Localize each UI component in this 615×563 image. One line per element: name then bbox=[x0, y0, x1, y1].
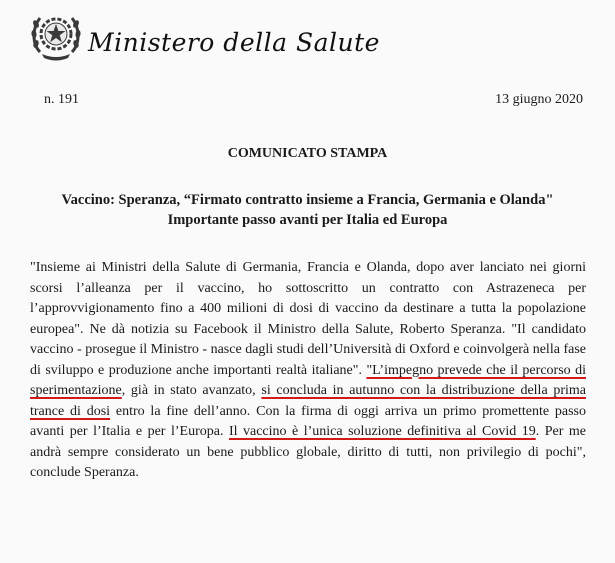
body-text-segment: . Per me andrà sempre considerato un bene pubblico globale, diritto di tutti, non privilegio di pochi", conclude Speranza. bbox=[30, 424, 586, 480]
release-date: 13 giugno 2020 bbox=[495, 92, 583, 107]
headline bbox=[20, 190, 595, 230]
ministry-name: Ministero della Salute bbox=[88, 28, 380, 57]
highlighted-quote-1: "L’impegno prevede che il percorso di sperimentazione bbox=[30, 362, 586, 398]
highlighted-quote-2: si concluda in autunno con la distribuzione della prima trance di dosi bbox=[30, 383, 587, 419]
document-type: COMUNICATO STAMPA bbox=[227, 146, 388, 161]
body-text-segment: "Insieme ai Ministri della Salute di Germania, Francia e Olanda, dopo aver lanciato nei giorni scorsi l’alleanza per il vaccino, ho sottoscritto un contratto con Astrazeneca per l’approvvigionamento fino a 400 milioni di dosi di vaccino da destinare a tutta la popolazione europea". Ne dà notizia su Facebook il Ministro della Salute, Roberto Speranza. "Il candidato vaccino - prosegue il Ministro - nasce dagli studi dell’Università di Oxford e coinvolgerà nella fase di sviluppo e produzione anche importanti realtà italiane". bbox=[30, 260, 586, 378]
headline-line-1: Vaccino: Speranza, “Firmato contratto insieme a Francia, Germania e Olanda" bbox=[61, 192, 554, 208]
body-text-segment: entro la fine dell’anno. Con la firma di oggi arriva un primo promettente passo avanti per l’Italia e per l’Europa. bbox=[30, 403, 586, 439]
body-paragraph bbox=[30, 258, 586, 484]
italian-republic-emblem-icon bbox=[30, 8, 82, 62]
release-number: n. 191 bbox=[44, 92, 79, 107]
body-text-segment: , già in stato avanzato, bbox=[121, 383, 262, 398]
highlighted-quote-3: Il vaccino è l’unica soluzione definitiva al Covid 19 bbox=[228, 424, 536, 439]
body-text bbox=[30, 258, 586, 484]
headline-line-2: Importante passo avanti per Italia ed Europa bbox=[167, 212, 448, 228]
